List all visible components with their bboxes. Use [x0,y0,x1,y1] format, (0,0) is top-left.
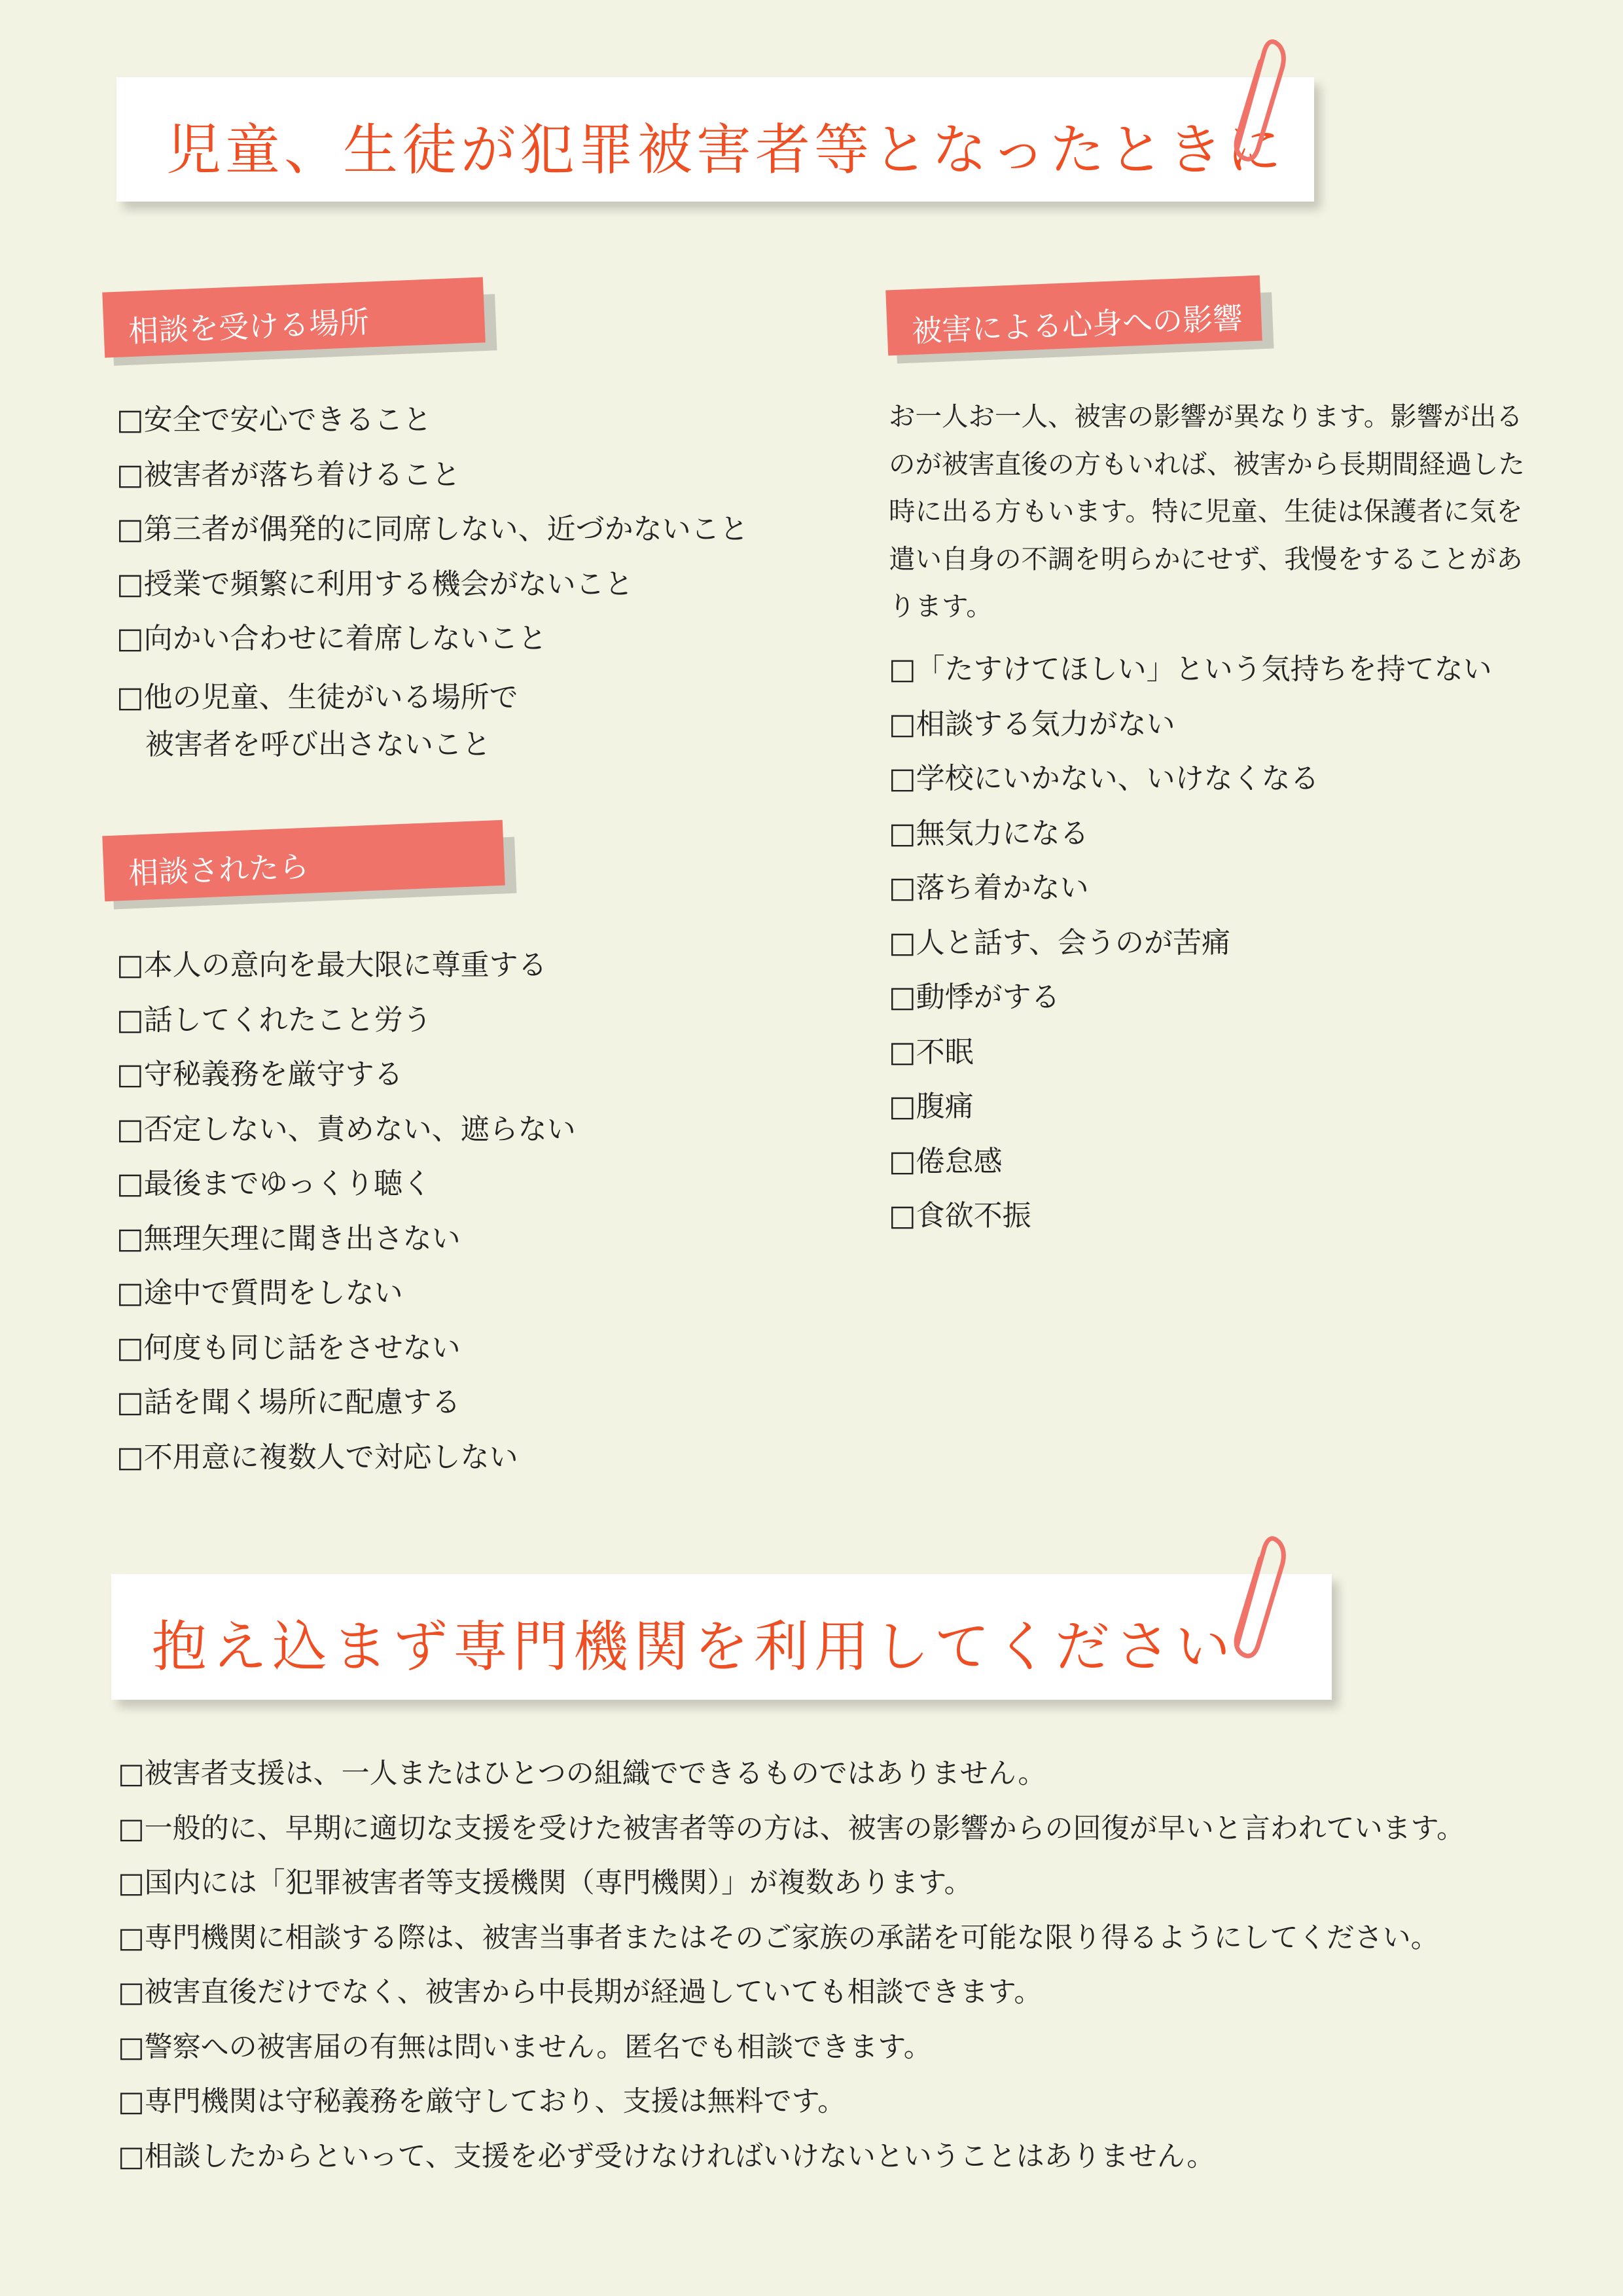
list-item: □警察への被害届の有無は問いません。匿名でも相談できます。 [118,2030,932,2064]
list-item: □否定しない、責めない、遮らない [116,1112,576,1146]
page-title: 児童、生徒が犯罪被害者等となったときに [166,118,1286,182]
list-item-line: □他の児童、生徒がいる場所で [116,680,518,714]
top-title-card [116,77,1314,202]
tag-when-consulted [103,828,504,906]
list-item: □話を聞く場所に配慮する [116,1386,461,1419]
when-consulted-list [116,946,576,1492]
list-item: □相談したからといって、支援を必ず受けなければいけないということはありません。 [118,2140,1215,2173]
list-item: □安全で安心できること [116,403,432,437]
list-item: □向かい合わせに着席しないこと [116,622,547,655]
paperclip-icon [1217,1535,1289,1659]
tag-label: 相談されたら [128,848,310,891]
list-item: □「たすけてほしい」という気持ちを持てない [889,653,1492,686]
list-item: □無理矢理に聞き出さない [116,1221,461,1255]
bottom-list [118,1754,1465,2191]
paperclip-icon [1217,38,1289,162]
list-item: □途中で質問をしない [116,1276,403,1310]
list-item: □専門機関に相談する際は、被害当事者またはそのご家族の承諾を可能な限り得るようにしてください。 [118,1921,1439,1954]
list-item: □被害者支援は、一人またはひとつの組織でできるものではありません。 [118,1757,1046,1790]
list-item: □話してくれたこと労う [116,1003,432,1037]
tag-label: 被害による心身への影響 [911,300,1244,350]
effects-paragraph: お一人お一人、被害の影響が異なります。影響が出るのが被害直後の方もいれば、被害から長期間経過した時に出る方もいます。特に児童、生徒は保護者に気を遣い自身の不調を明らかにせず、我慢をすることがあります。 [889,401,1525,622]
bottom-title-card [111,1574,1332,1700]
list-item: □学校にいかない、いけなくなる [889,762,1319,795]
bottom-title: 抱え込まず専門機関を利用してください [152,1615,1236,1679]
list-item: □倦怠感 [889,1144,1003,1178]
tag-label: 相談を受ける場所 [128,304,370,350]
list-item-line: 被害者を呼び出さないこと [145,727,491,761]
consult-place-list [116,401,749,768]
list-item: □何度も同じ話をさせない [116,1331,461,1365]
tag-effects [887,283,1261,361]
list-item: □専門機関は守秘義務を厳守しており、支援は無料です。 [118,2085,846,2118]
list-item: □一般的に、早期に適切な支援を受けた被害者等の方は、被害の影響からの回復が早いと言われています。 [118,1812,1465,1845]
list-item-multiline [116,674,749,768]
list-item: □授業で頻繁に利用する機会がないこと [116,567,633,601]
list-item: □人と話す、会うのが苦痛 [889,925,1231,960]
effects-list [889,650,1492,1251]
list-item: □最後までゆっくり聴く [116,1167,432,1200]
list-item: □腹痛 [889,1090,974,1123]
list-item: □食欲不振 [889,1199,1031,1232]
list-item: □被害者が落ち着けること [116,457,461,492]
list-item: □不用意に複数人で対応しない [116,1440,518,1474]
list-item: □被害直後だけでなく、被害から中長期が経過していても相談できます。 [118,1976,1043,2009]
list-item: □相談する気力がない [889,707,1175,741]
list-item: □落ち着かない [889,871,1089,905]
list-item: □本人の意向を最大限に尊重する [116,948,547,982]
tag-consult-place [103,285,484,363]
list-item: □無気力になる [889,816,1089,850]
list-item: □不眠 [889,1035,974,1069]
list-item: □動悸がする [889,980,1060,1014]
list-item: □守秘義務を厳守する [116,1058,403,1091]
list-item: □第三者が偶発的に同席しない、近づかないこと [116,512,749,546]
list-item: □国内には「犯罪被害者等支援機関（専門機関）」が複数あります。 [118,1867,972,1899]
